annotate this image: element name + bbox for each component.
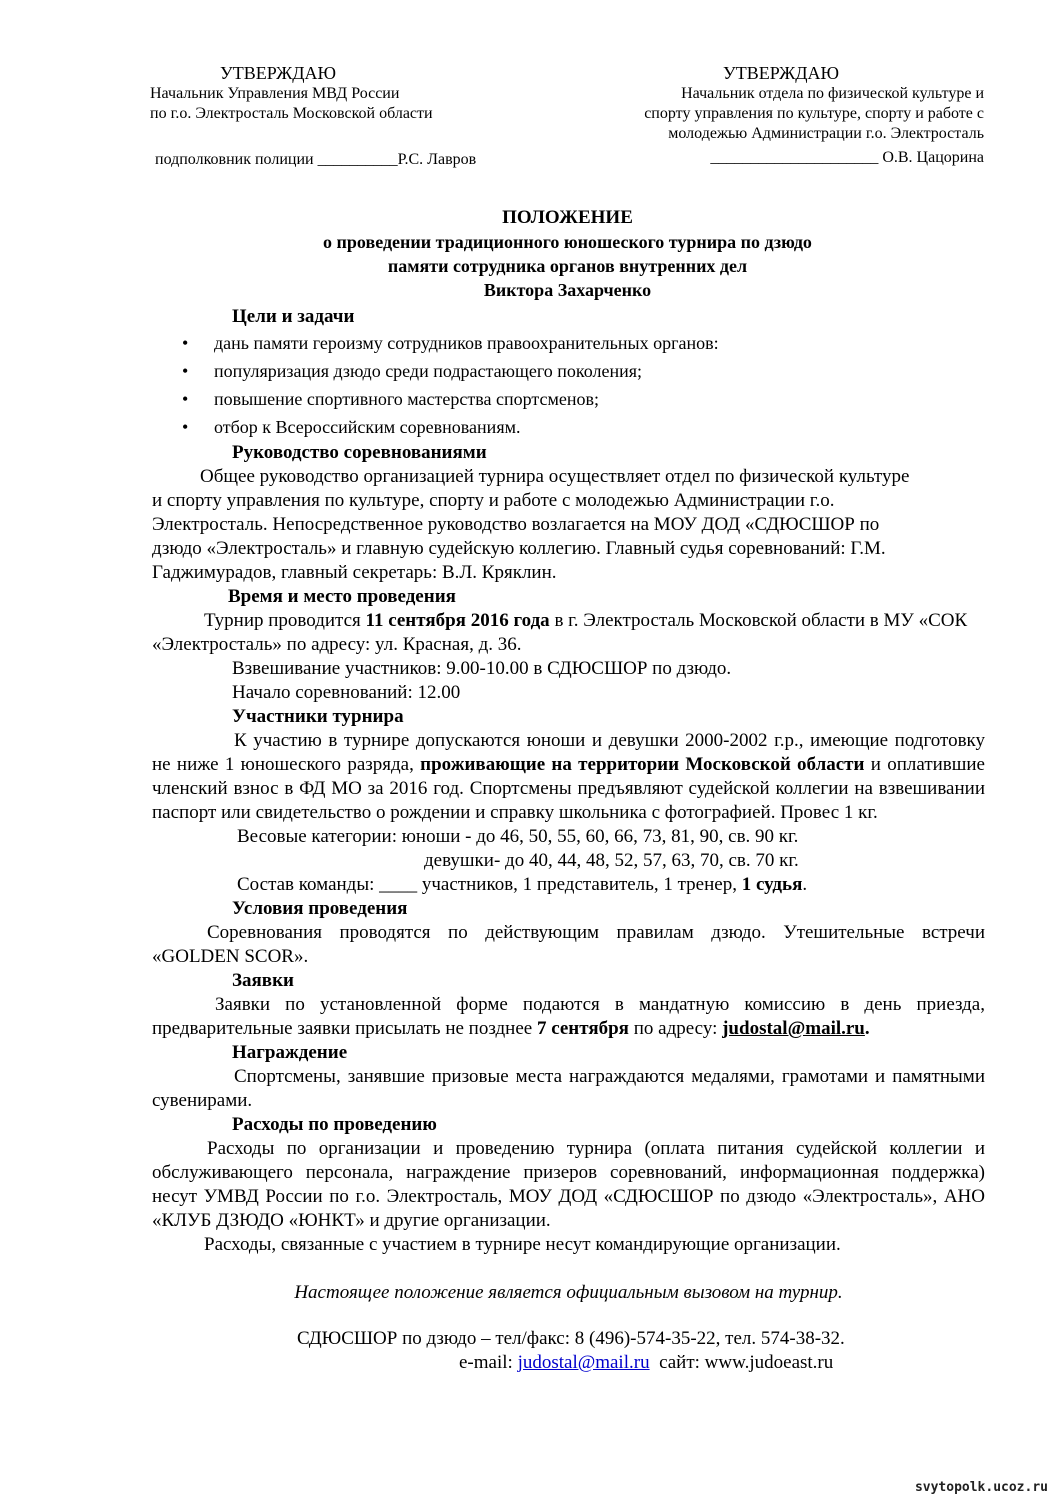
approval-right-line3: молодежью Администрации г.о. Электросталь	[668, 125, 984, 142]
goal-item: • дань памяти героизму сотрудников правоохранительных органов:	[152, 329, 985, 357]
applications-heading: Заявки	[232, 970, 294, 991]
contacts	[152, 1327, 985, 1375]
expenses-heading: Расходы по проведению	[232, 1114, 437, 1135]
start-time-text: Начало соревнований: 12.00	[232, 682, 461, 703]
conditions-text: Соревнования проводятся по действующим правилам дзюдо. Утешительные встречи «GOLDEN SCOR».	[152, 922, 985, 967]
bullet-icon: •	[182, 333, 189, 353]
approval-left-heading: УТВЕРЖДАЮ	[220, 63, 337, 83]
team-composition: Состав команды: ____ участников, 1 представитель, 1 тренер, 1 судья.	[237, 874, 808, 895]
goal-item: • популяризация дзюдо среди подрастающего поколения;	[152, 357, 985, 385]
expenses-text-1: Расходы по организации и проведению турнира (оплата питания судейской коллегии и обслуживающего персонала, награждение призеров соревнований, информационная поддержка) несут УМВД России по г.о. Электросталь, МОУ ДОД «СДЮСШОР по дзюдо «Электросталь», АНО «КЛУБ ДЗЮДО «ЮНКТ» и другие организации.	[152, 1138, 985, 1231]
time-place-heading: Время и место проведения	[228, 586, 456, 607]
contact-email-site: e-mail: judostal@mail.ru сайт: www.judoeast.ru	[459, 1352, 834, 1373]
weigh-in-text: Взвешивание участников: 9.00-10.00 в СДЮСШОР по дзюдо.	[232, 658, 732, 679]
official-note: Настоящее положение является официальным вызовом на турнир.	[294, 1282, 843, 1303]
participants-heading: Участники турнира	[232, 706, 404, 727]
management-heading: Руководство соревнованиями	[232, 442, 487, 463]
expenses-text-2: Расходы, связанные с участием в турнире несут командирующие организации.	[204, 1234, 841, 1255]
weight-categories-girls: девушки- до 40, 44, 48, 52, 57, 63, 70, св. 70 кг.	[424, 850, 799, 871]
goals-heading: Цели и задачи	[232, 306, 355, 327]
bullet-icon: •	[182, 361, 189, 381]
document-title	[150, 206, 985, 302]
goals-list	[152, 329, 985, 441]
contact-email-link[interactable]: judostal@mail.ru	[517, 1352, 650, 1373]
awards-text: Спортсмены, занявшие призовые места награждаются медалями, грамотами и памятными сувенирами.	[152, 1066, 985, 1111]
document-body	[152, 305, 985, 1375]
management-text: Общее руководство организацией турнира осуществляет отдел по физической культуре и спорту управления по культуре, спорту и работе с молодежью Администрации г.о. Электросталь. Непосредственное руководство возлагается на МОУ ДОД «СДЮСШОР по дзюдо «Электросталь» и главную судейскую коллегию. Главный судья соревнований: Г.М. Гаджимурадов, главный секретарь: В.Л. Кряклин.	[152, 466, 910, 583]
approval-right-line2: спорту управления по культуре, спорту и работе с	[644, 105, 984, 122]
weight-categories-boys: Весовые категории: юноши - до 46, 50, 55, 60, 66, 73, 81, 90, св. 90 кг.	[237, 826, 799, 847]
approval-right-signature: _____________________ О.В. Цацорина	[710, 149, 984, 166]
approval-left-line1: Начальник Управления МВД России	[150, 85, 400, 102]
approval-right	[560, 62, 984, 168]
title-line1: о проведении традиционного юношеского турнира по дзюдо	[323, 232, 812, 252]
title-main: ПОЛОЖЕНИЕ	[502, 207, 633, 228]
approval-left-line2: по г.о. Электросталь Московской области	[150, 105, 433, 122]
title-line3: Виктора Захарченко	[483, 280, 652, 300]
applications-text: Заявки по установленной форме подаются в мандатную комиссию в день приезда, предварительные заявки присылать не позднее 7 сентября по адресу: judostal@mail.ru.	[152, 994, 985, 1039]
approval-left-signature: подполковник полиции __________Р.С. Лавров	[155, 151, 477, 168]
title-line2: памяти сотрудника органов внутренних дел	[387, 256, 748, 276]
approval-left	[150, 62, 570, 170]
conditions-heading: Условия проведения	[232, 898, 408, 919]
goal-item: • отбор к Всероссийским соревнованиям.	[152, 413, 985, 441]
approval-right-heading: УТВЕРЖДАЮ	[723, 63, 840, 83]
bullet-icon: •	[182, 417, 189, 437]
contact-phone: СДЮСШОР по дзюдо – тел/факс: 8 (496)-574-35-22, тел. 574-38-32.	[297, 1328, 845, 1349]
approval-right-line1: Начальник отдела по физической культуре и	[681, 85, 984, 102]
goal-item: • повышение спортивного мастерства спортсменов;	[152, 385, 985, 413]
awards-heading: Награждение	[232, 1042, 348, 1063]
email-link[interactable]: judostal@mail.ru	[722, 1018, 865, 1039]
watermark: svytopolk.ucoz.ru	[914, 1480, 1048, 1495]
time-place-text: Турнир проводится 11 сентября 2016 года в г. Электросталь Московской области в МУ «СОК «Электросталь» по адресу: ул. Красная, д. 36.	[152, 610, 968, 655]
bullet-icon: •	[182, 389, 189, 409]
participants-text: К участию в турнире допускаются юноши и девушки 2000-2002 г.р., имеющие подготовку не ниже 1 юношеского разряда, проживающие на территории Московской области и оплатившие членский взнос в ФД МО за 2016 год. Спортсмены предъявляют судейской коллегии на взвешивании паспорт или свидетельство о рождении и справку школьника с фотографией. Провес 1 кг.	[152, 730, 985, 823]
